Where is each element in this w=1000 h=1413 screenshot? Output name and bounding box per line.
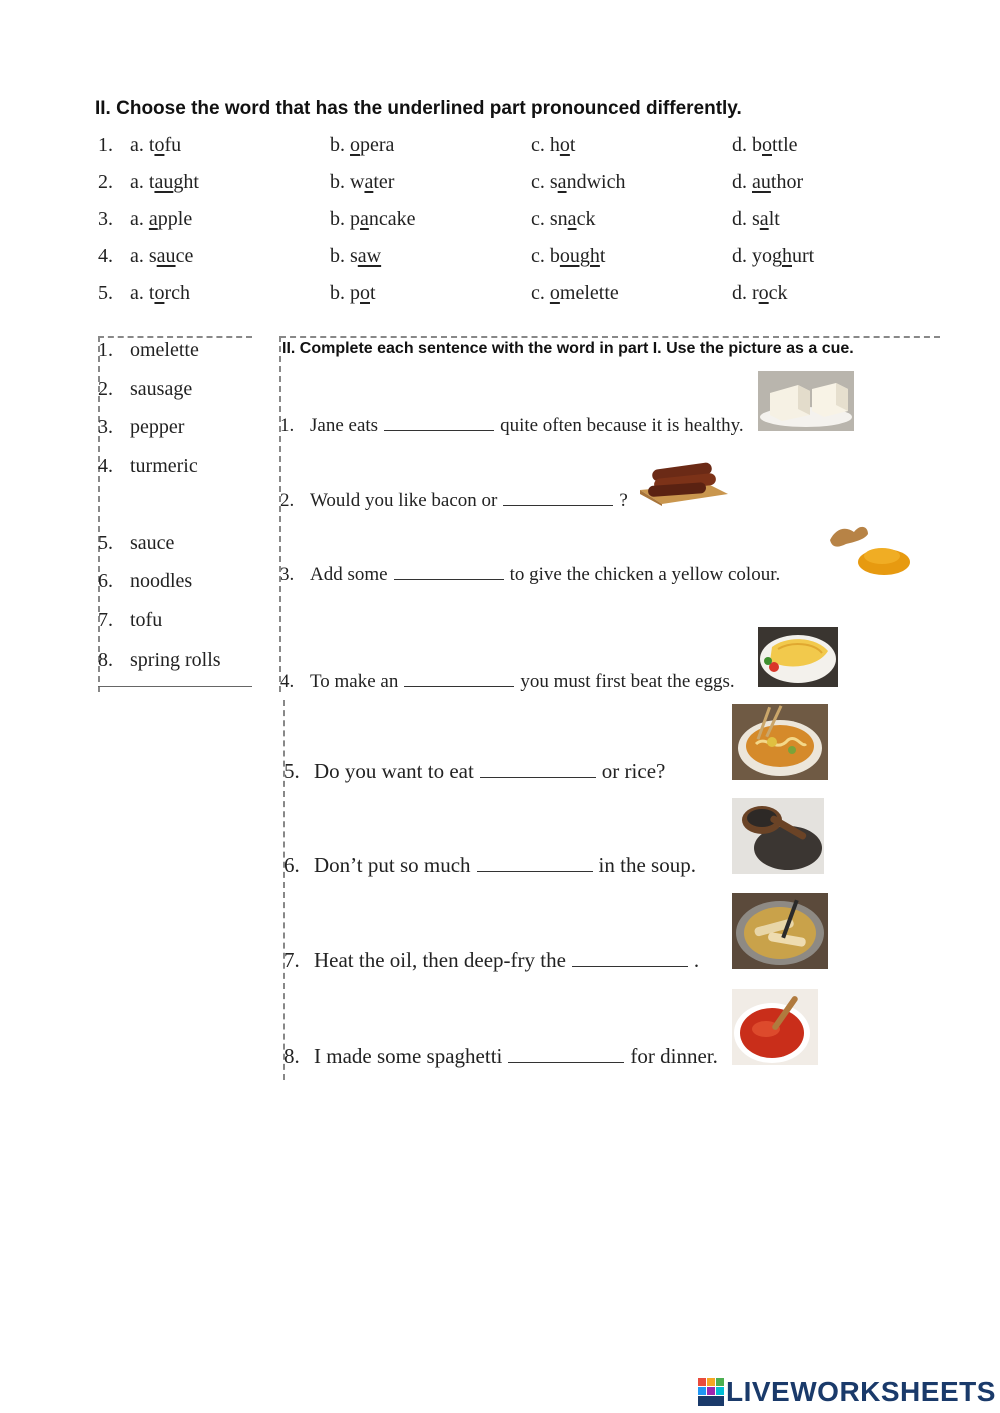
option-text: lt [768, 208, 780, 230]
sentence-text-after: ? [619, 490, 628, 511]
option-text: ck [576, 208, 596, 230]
option-text: thor [770, 171, 804, 193]
word-bank-number: 2. [98, 378, 113, 400]
sentence-text-before: I made some spaghetti [314, 1044, 503, 1068]
word-bank-word: pepper [130, 416, 185, 438]
part1-option [130, 282, 190, 305]
underlined-part: aw [357, 245, 382, 267]
answer-blank[interactable] [480, 759, 596, 778]
sentence-text-after: to give the chicken a yellow colour. [509, 564, 781, 585]
part1-question-number: 2. [98, 171, 113, 193]
part2-title: II. Complete each sentence with the word in part I. Use the picture as a cue. [282, 340, 854, 357]
word-bank-item [98, 532, 174, 555]
option-text: ter [373, 171, 395, 193]
answer-blank[interactable] [477, 853, 593, 872]
part1-option [732, 134, 798, 157]
sentence-number: 7. [284, 948, 300, 972]
underlined-part: a [567, 208, 577, 230]
spring-rolls-picture [732, 893, 828, 969]
word-bank-number: 3. [98, 416, 113, 438]
part1-option [531, 245, 605, 268]
part1-title: II. Choose the word that has the underlined part pronounced differently. [95, 98, 742, 119]
option-text: d. b [732, 134, 762, 156]
sauce-picture [732, 989, 818, 1065]
option-text: b. p [330, 282, 360, 304]
part1-option [330, 134, 394, 157]
option-text: ck [768, 282, 788, 304]
part1-option [330, 171, 394, 194]
option-text: rch [164, 282, 190, 304]
word-bank-word: spring rolls [130, 649, 221, 671]
word-bank-word: sauce [130, 532, 175, 554]
part1-question-number: 3. [98, 208, 113, 230]
sentence-text-after: in the soup. [598, 853, 696, 877]
part1-option [531, 171, 625, 194]
option-text: ce [175, 245, 194, 267]
underlined-part: gh [772, 245, 792, 267]
word-bank-number: 5. [98, 532, 113, 554]
sentence-text-before: Would you like bacon or [310, 490, 498, 511]
logo-text: LIVEWORKSHEETS [726, 1376, 996, 1407]
turmeric-picture [824, 518, 912, 578]
word-bank-number: 4. [98, 455, 113, 477]
part1-question-number: 1. [98, 134, 113, 156]
part1-option [330, 245, 381, 268]
underlined-part: o [549, 282, 560, 304]
answer-blank[interactable] [508, 1044, 624, 1063]
sentence-number: 6. [284, 853, 300, 877]
option-text: c. h [531, 134, 560, 156]
option-text: b. s [330, 245, 358, 267]
part1-option [531, 282, 619, 305]
option-text: c. [531, 282, 550, 304]
option-text: c. sn [531, 208, 568, 230]
part2-sentence [284, 759, 665, 784]
part2-left-border-top [279, 336, 281, 692]
sausage-picture [638, 456, 730, 506]
option-text: b. w [330, 171, 365, 193]
answer-blank[interactable] [394, 561, 504, 580]
option-text: a. s [130, 245, 157, 267]
omelette-picture [758, 627, 838, 687]
option-text: b. p [330, 208, 360, 230]
sentence-number: 8. [284, 1044, 300, 1068]
part2-left-border-bottom [283, 700, 285, 1080]
underlined-part: o [154, 134, 165, 156]
word-bank-word: turmeric [130, 455, 198, 477]
part1-option [732, 282, 788, 305]
sentence-text-before: Heat the oil, then deep-fry the [314, 948, 566, 972]
underlined-part: au [156, 245, 176, 267]
part2-sentence [280, 561, 780, 586]
underlined-part: o [360, 282, 370, 304]
sentence-number: 3. [280, 564, 295, 585]
option-text: pera [360, 134, 395, 156]
option-text: t [569, 134, 576, 156]
sentence-number: 5. [284, 759, 300, 783]
option-text: melette [559, 282, 619, 304]
tofu-picture [758, 371, 854, 431]
sentence-text-before: Add some [310, 564, 388, 585]
underlined-part: o [758, 282, 769, 304]
underlined-part: a [557, 171, 567, 193]
part2-sentence [280, 487, 628, 512]
sentence-number: 1. [280, 415, 295, 436]
part1-option [130, 134, 181, 157]
answer-blank[interactable] [503, 487, 613, 506]
option-text: a. t [130, 171, 155, 193]
word-bank-word: sausage [130, 378, 193, 400]
sentence-text-after: quite often because it is healthy. [500, 415, 744, 436]
option-text: d. yo [732, 245, 772, 267]
underlined-part: a [360, 208, 369, 230]
option-text: ght [173, 171, 199, 193]
noodles-picture [732, 704, 828, 780]
part2-sentence [280, 412, 744, 437]
part1-option [732, 208, 780, 231]
option-text: ndwich [566, 171, 626, 193]
option-text: c. s [531, 171, 558, 193]
part1-option [130, 245, 193, 268]
sentence-number: 4. [280, 671, 295, 692]
answer-blank[interactable] [572, 948, 688, 967]
underlined-part: o [350, 134, 360, 156]
underlined-part: o [154, 282, 165, 304]
word-bank-item [98, 416, 184, 439]
word-bank-number: 1. [98, 339, 113, 361]
pepper-picture [732, 798, 824, 874]
option-text: a. t [130, 134, 155, 156]
option-text: ncake [368, 208, 416, 230]
word-bank-item [98, 649, 221, 672]
part1-option [732, 245, 814, 268]
option-text: t [370, 282, 376, 304]
sentence-text-after: for dinner. [630, 1044, 718, 1068]
word-bank-number: 8. [98, 649, 113, 671]
option-text: d. r [732, 282, 759, 304]
option-text: d. s [732, 208, 760, 230]
underlined-part: a [364, 171, 374, 193]
option-text: c. b [531, 245, 560, 267]
part2-top-border [280, 336, 940, 338]
word-bank-item [98, 339, 199, 362]
word-bank-number: 7. [98, 609, 113, 631]
word-bank-word: omelette [130, 339, 199, 361]
underlined-part: au [154, 171, 174, 193]
underlined-part: ough [559, 245, 600, 267]
option-text: urt [792, 245, 815, 267]
underlined-part: a [148, 208, 158, 230]
word-bank-item [98, 378, 192, 401]
option-text: pple [157, 208, 193, 230]
answer-blank[interactable] [384, 412, 494, 431]
underlined-part: a [759, 208, 769, 230]
sentence-text-after: you must first beat the eggs. [520, 671, 735, 692]
option-text: b. [330, 134, 350, 156]
part1-option [531, 208, 595, 231]
answer-blank[interactable] [404, 668, 514, 687]
underlined-part: o [559, 134, 570, 156]
option-text: t [599, 245, 606, 267]
word-bank-number: 6. [98, 570, 113, 592]
part1-question-number: 5. [98, 282, 113, 304]
sentence-text-before: Don’t put so much [314, 853, 471, 877]
part2-sentence [280, 668, 735, 693]
word-bank-top-border [98, 336, 252, 338]
option-text: ttle [772, 134, 798, 156]
word-bank-item [98, 570, 192, 593]
option-text: a. [130, 208, 149, 230]
sentence-text-before: To make an [310, 671, 399, 692]
option-text: a. t [130, 282, 155, 304]
word-bank-bottom-border [98, 686, 252, 687]
part1-option [531, 134, 575, 157]
sentence-text-after: . [693, 948, 700, 972]
sentence-text-before: Jane eats [310, 415, 379, 436]
part1-option [130, 208, 192, 231]
part1-option [330, 208, 416, 231]
sentence-text-after: or rice? [601, 759, 666, 783]
word-bank-item [98, 609, 162, 632]
logo-icon [698, 1378, 724, 1408]
underlined-part: o [762, 134, 772, 156]
part1-question-number: 4. [98, 245, 113, 267]
part1-option [130, 171, 199, 194]
sentence-text-before: Do you want to eat [314, 759, 474, 783]
part2-sentence [284, 853, 696, 878]
part1-option [330, 282, 376, 305]
word-bank-item [98, 455, 198, 478]
option-text: d. [732, 171, 752, 193]
option-text: fu [164, 134, 182, 156]
part2-sentence [284, 1044, 718, 1069]
part1-option [732, 171, 803, 194]
part2-sentence [284, 948, 699, 973]
word-bank-word: noodles [130, 570, 193, 592]
word-bank-word: tofu [130, 609, 163, 631]
underlined-part: au [752, 171, 771, 193]
sentence-number: 2. [280, 490, 295, 511]
